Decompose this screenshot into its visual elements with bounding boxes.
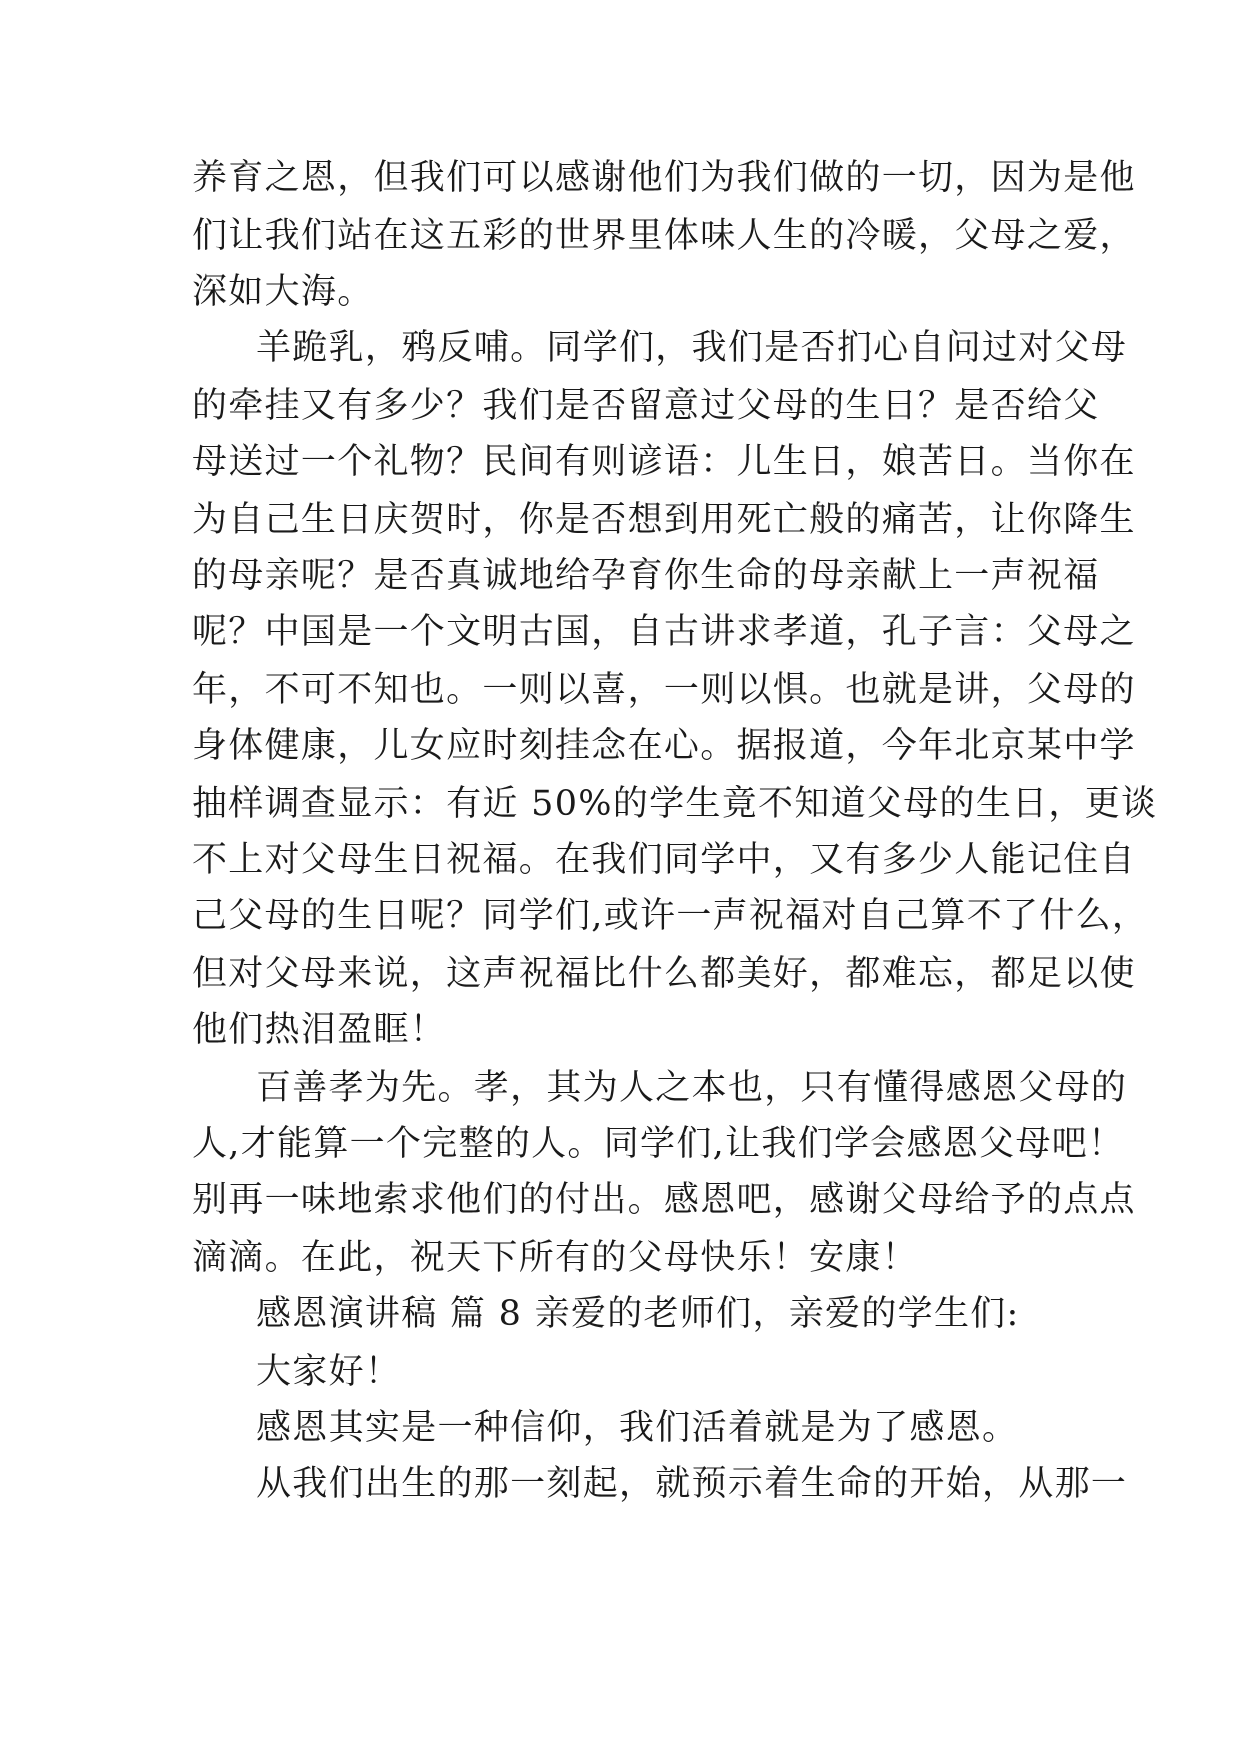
- text-line: 身体健康，儿女应时刻挂念在心。据报道，今年北京某中学: [192, 726, 1136, 766]
- text-line: 年，不可不知也。一则以喜，一则以惧。也就是讲，父母的: [192, 670, 1136, 710]
- paragraph-start-line: 感恩其实是一种信仰，我们活着就是为了感恩。: [256, 1408, 1019, 1448]
- text-line: 们让我们站在这五彩的世界里体味人生的冷暖，父母之爱，: [192, 216, 1136, 256]
- greeting-line: 大家好！: [256, 1352, 402, 1392]
- text-line: 但对父母来说，这声祝福比什么都美好，都难忘，都足以使: [192, 954, 1136, 994]
- text-line: 养育之恩，但我们可以感谢他们为我们做的一切，因为是他: [192, 158, 1136, 198]
- text-line: 己父母的生日呢？同学们,或许一声祝福对自己算不了什么，: [192, 896, 1149, 936]
- text-line: 他们热泪盈眶！: [192, 1010, 447, 1050]
- section-heading-line: 感恩演讲稿 篇 8 亲爱的老师们，亲爱的学生们:: [256, 1294, 1020, 1334]
- text-line: 为自己生日庆贺时，你是否想到用死亡般的痛苦，让你降生: [192, 500, 1136, 540]
- text-line: 深如大海。: [192, 272, 374, 312]
- paragraph-start-line: 百善孝为先。孝，其为人之本也，只有懂得感恩父母的: [256, 1068, 1128, 1108]
- text-line: 呢？中国是一个文明古国，自古讲求孝道，孔子言：父母之: [192, 612, 1136, 652]
- paragraph-start-line: 羊跪乳，鸦反哺。同学们，我们是否扪心自问过对父母: [256, 328, 1128, 368]
- text-line: 母送过一个礼物？民间有则谚语：儿生日，娘苦日。当你在: [192, 442, 1136, 482]
- text-line: 的牵挂又有多少？我们是否留意过父母的生日？是否给父: [192, 386, 1100, 426]
- text-line: 别再一味地索求他们的付出。感恩吧，感谢父母给予的点点: [192, 1180, 1136, 1220]
- text-line: 滴滴。在此，祝天下所有的父母快乐！安康！: [192, 1238, 919, 1278]
- text-line: 抽样调查显示：有近 50%的学生竟不知道父母的生日，更谈: [192, 784, 1158, 824]
- paragraph-start-line: 从我们出生的那一刻起，就预示着生命的开始，从那一: [256, 1464, 1128, 1504]
- text-line: 不上对父母生日祝福。在我们同学中，又有多少人能记住自: [192, 840, 1136, 880]
- text-line: 的母亲呢？是否真诚地给孕育你生命的母亲献上一声祝福: [192, 556, 1100, 596]
- text-line: 人,才能算一个完整的人。同学们,让我们学会感恩父母吧！: [192, 1124, 1125, 1164]
